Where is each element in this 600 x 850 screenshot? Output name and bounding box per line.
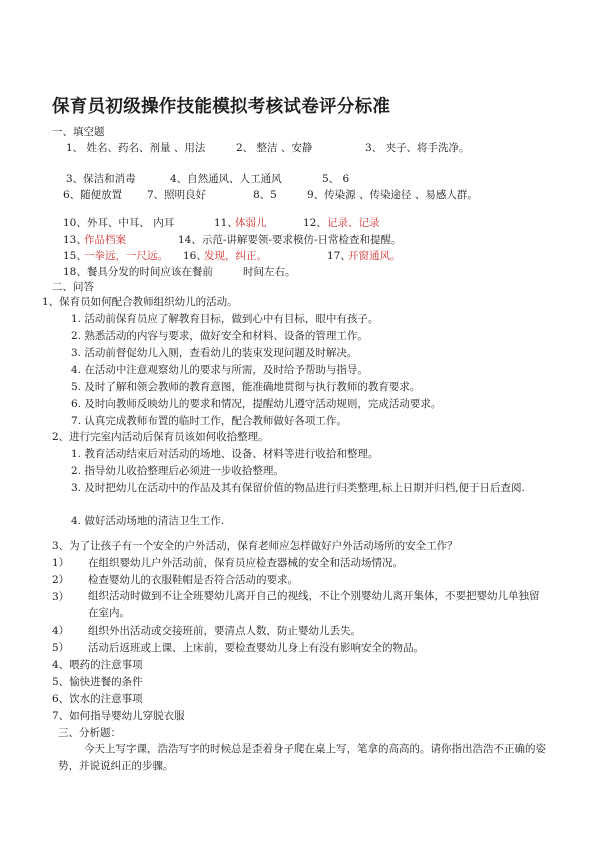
qa-question-5-title: 5、愉快进餐的条件 [52, 676, 143, 688]
fill-answer-13-number: 12、 [303, 217, 327, 229]
fill-answer-2: 2、 整洁 、安静 [236, 142, 313, 154]
qa-question-3-number: 3） [52, 591, 70, 603]
qa-question-2-point: 3. 及时把幼儿在活动中的作品及其有保留价值的物品进行归类整理,标上日期并归档,便于日后查阅. [71, 482, 525, 494]
fill-answer-17: 发现，纠正。 [204, 250, 267, 262]
fill-row-5 [63, 233, 583, 247]
fill-answer-14: 作品档案 [84, 234, 126, 246]
qa-question-2-title: 2、进行完室内活动后保育员该如何收拾整理。 [52, 431, 269, 443]
fill-answer-18: 开窗通风。 [348, 250, 401, 262]
fill-answer-7: 6、随便放置 [63, 189, 123, 201]
fill-answer-17-number: 16、 [183, 250, 207, 262]
fill-answer-5: 4、自然通风、人工通风 [170, 173, 282, 185]
fill-answer-4: 3、保洁和消毒 [66, 173, 136, 185]
qa-question-1-point: 5. 及时了解和领会教师的教育意图，能准确地贯彻与执行教师的教育要求。 [71, 381, 421, 393]
fill-answer-16: 一拳远，一尺远。 [84, 250, 168, 262]
qa-question-3-point: 检查婴幼儿的衣服鞋帽是否符合活动的要求。 [88, 574, 298, 586]
fill-answer-19-part-1: 18、餐具分发的时间应该在餐前 [63, 266, 213, 278]
qa-question-1-point: 2. 熟悉活动的内容与要求，做好安全和材料、设备的管理工作。 [71, 330, 368, 342]
fill-row-4 [63, 216, 583, 230]
fill-answer-12-number: 11、 [214, 217, 238, 229]
fill-row-6 [63, 249, 583, 263]
qa-question-1-point: 3. 活动前督促幼儿入厕，查看幼儿的装束发现问题及时解决。 [71, 347, 358, 359]
qa-question-3-number: 4） [52, 625, 70, 637]
qa-question-3-point: 在组织婴幼儿户外活动前，保育员应检查器械的安全和活动场情况。 [88, 557, 403, 569]
fill-answer-8: 7、照明良好 [147, 189, 207, 201]
qa-question-3-point: 组织活动时做到不让全班婴幼儿离开自己的视线，不让个别婴幼儿离开集体，不要把婴幼儿单独留在室内。 [88, 590, 540, 619]
fill-answer-6: 5、 6 [322, 173, 350, 185]
fill-row-1 [66, 141, 586, 155]
qa-question-3-title: 3、为了让孩子有一个安全的户外活动，保育老师应怎样做好户外活动场所的安全工作？ [52, 540, 458, 552]
fill-answer-9: 8、5 [253, 189, 277, 201]
fill-answer-18-number: 17、 [327, 250, 351, 262]
qa-question-2-point: 4. 做好活动场地的清洁卫生工作. [71, 515, 225, 527]
qa-question-3-number: 2） [52, 574, 70, 586]
fill-answer-10: 9、传染源 、传染途径 、易感人群。 [307, 189, 478, 201]
fill-answer-12: 体弱儿 [235, 217, 267, 229]
fill-answer-15: 14、示范-讲解要领-要求模仿-日常检查和提醒。 [178, 234, 402, 246]
qa-question-1-point: 7. 认真完成教师布置的临时工作，配合教师做好各项工作。 [71, 415, 347, 427]
fill-row-3 [63, 188, 583, 202]
section-qa-heading: 二、问答 [52, 281, 94, 293]
qa-question-1-title: 1、保育员如何配合教师组织幼儿的活动。 [42, 296, 238, 308]
qa-question-1-point: 4. 在活动中注意观察幼儿的要求与所需，及时给予帮助与指导。 [71, 364, 368, 376]
qa-question-2-point: 1. 教育活动结束后对活动的场地、设备、材料等进行收拾和整理。 [71, 448, 379, 460]
qa-question-3-number: 1） [52, 557, 70, 569]
qa-question-4-title: 4、喂药的注意事项 [52, 659, 143, 671]
section-analysis-heading: 三、分析题： [58, 727, 121, 739]
page-title: 保育员初级操作技能模拟考核试卷评分标准 [52, 97, 391, 117]
fill-row-7 [63, 265, 583, 279]
qa-question-1-point: 6. 及时向教师反映幼儿的要求和情况，提醒幼儿遵守活动规则，完成活动要求。 [71, 398, 442, 410]
fill-answer-19-part-2: 时间左右。 [243, 266, 296, 278]
analysis-question-text: 今天上写字课，浩浩写字的时候总是歪着身子爬在桌上写，笔拿的高高的。请你指出浩浩不正确的姿势，并说说纠正的步骤。 [58, 743, 546, 772]
qa-question-3-point: 组织外出活动或交接班前，要清点人数，防止婴幼儿丢失。 [88, 625, 361, 637]
fill-row-2 [66, 172, 586, 186]
qa-question-6-title: 6、饮水的注意事项 [52, 693, 143, 705]
section-fill-heading: 一、填空题 [52, 126, 105, 138]
qa-question-7-title: 7、如何指导婴幼儿穿脱衣服 [52, 710, 185, 722]
fill-answer-16-number: 15、 [63, 250, 87, 262]
fill-answer-13: 记录、记录 [327, 217, 380, 229]
fill-answer-14-number: 13、 [63, 234, 87, 246]
qa-question-3-number: 5） [52, 642, 70, 654]
qa-question-3-point: 活动后返班或上课、上床前，要检查婴幼儿身上有没有影响安全的物品。 [88, 642, 424, 654]
qa-question-1-point: 1. 活动前保育员应了解教育目标，做到心中有目标，眼中有孩子。 [71, 313, 379, 325]
fill-answer-1: 1、 姓名、药名、剂量 、用法 [66, 142, 206, 154]
qa-question-2-point: 2. 指导幼儿收拾整理后必须进一步收拾整理。 [71, 465, 284, 477]
fill-answer-3: 3、 夹子、将手洗净。 [365, 142, 470, 154]
fill-answer-11: 10、外耳、中耳、 内耳 [63, 217, 175, 229]
